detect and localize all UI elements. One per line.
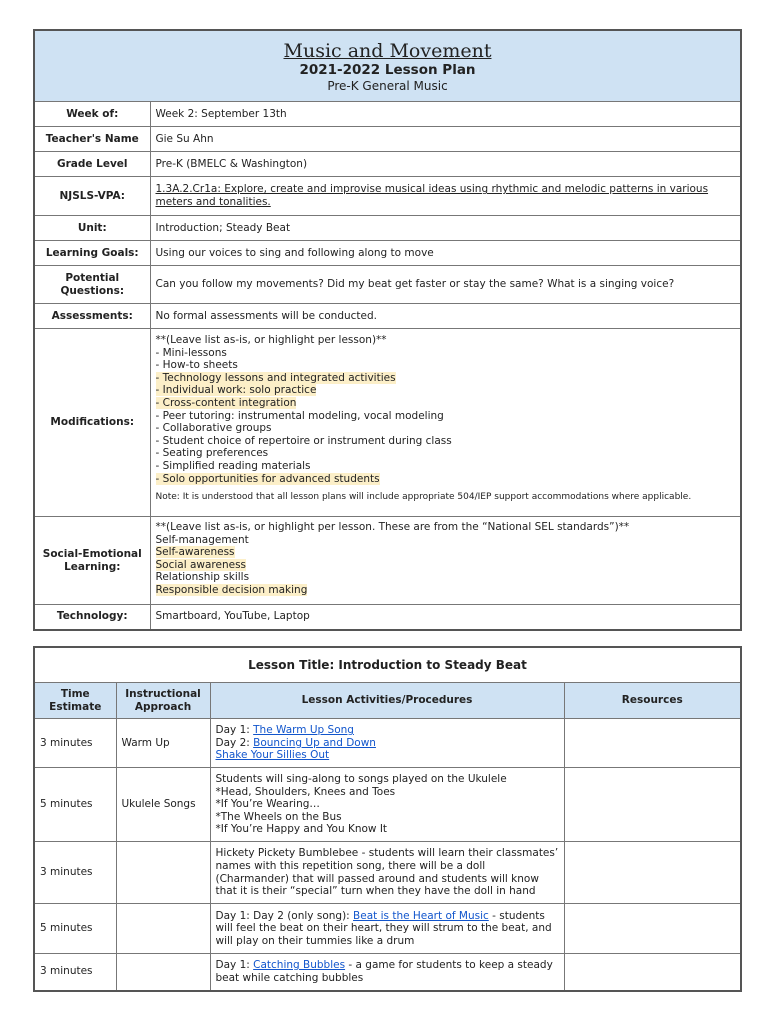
col-header-resources: Resources xyxy=(564,683,741,719)
activity-text: *The Wheels on the Bus xyxy=(215,810,342,823)
table-row xyxy=(34,768,741,842)
list-item: - Peer tutoring: instrumental modeling, vocal modeling xyxy=(155,409,444,422)
assessments-label: Assessments: xyxy=(34,304,150,329)
list-item-highlighted: - Technology lessons and integrated activities xyxy=(155,371,396,384)
header-block xyxy=(34,30,741,102)
unit-label: Unit: xyxy=(34,216,150,241)
technology-label: Technology: xyxy=(34,605,150,630)
warm-up-song-link[interactable]: The Warm Up Song xyxy=(253,724,354,737)
list-item: - Student choice of repertoire or instrument during class xyxy=(155,434,452,447)
njsls-label: NJSLS-VPA: xyxy=(34,177,150,216)
list-item: Relationship skills xyxy=(155,571,250,584)
resources-cell xyxy=(564,842,741,904)
page-subtitle: 2021-2022 Lesson Plan xyxy=(299,61,476,78)
week-value: Week 2: September 13th xyxy=(150,102,741,127)
week-label: Week of: xyxy=(34,102,150,127)
approach-cell xyxy=(116,842,210,904)
potential-questions-value: Can you follow my movements? Did my beat get faster or stay the same? What is a singing voice? xyxy=(150,266,741,304)
page-subtitle-2: Pre-K General Music xyxy=(327,78,448,93)
list-item-highlighted: - Solo opportunities for advanced students xyxy=(155,472,380,485)
modifications-label: Modifications: xyxy=(34,329,150,517)
lesson-plan-info-table xyxy=(33,29,742,631)
list-item: - Collaborative groups xyxy=(155,422,272,435)
lesson-activities-table xyxy=(33,646,742,992)
page-title: Music and Movement xyxy=(283,39,492,62)
approach-cell xyxy=(116,904,210,954)
activities-cell xyxy=(210,954,564,991)
resources-cell xyxy=(564,768,741,842)
resources-cell xyxy=(564,719,741,768)
list-item-highlighted: Social awareness xyxy=(155,558,247,571)
teacher-value: Gie Su Ahn xyxy=(150,127,741,152)
grade-value: Pre-K (BMELC & Washington) xyxy=(150,152,741,177)
table-row xyxy=(34,904,741,954)
unit-value: Introduction; Steady Beat xyxy=(150,216,741,241)
learning-goals-label: Learning Goals: xyxy=(34,241,150,266)
table-row xyxy=(34,842,741,904)
sel-label: Social-Emotional Learning: xyxy=(34,517,150,605)
catching-bubbles-link[interactable]: Catching Bubbles xyxy=(253,959,346,972)
activities-cell: Hickety Pickety Bumblebee - students will learn their classmates’ names with this repetition song, there will be a doll (Charmander) that will passed around and students will know that it is their “special” turn when they have the doll in hand xyxy=(210,842,564,904)
list-item-highlighted: - Cross-content integration xyxy=(155,396,297,409)
list-item-highlighted: - Individual work: solo practice xyxy=(155,384,317,397)
activities-cell xyxy=(210,719,564,768)
list-item-highlighted: Responsible decision making xyxy=(155,583,308,596)
modifications-note: Note: It is understood that all lesson plans will include appropriate 504/IEP support accommodations where applicable. xyxy=(155,492,692,503)
activity-text: Day 1: xyxy=(215,959,254,972)
list-item-highlighted: Self-awareness xyxy=(155,546,235,559)
activity-text: - students will feel the beat on their heart, they will strum to the beat, and will play on their tummies like a drum xyxy=(215,909,552,947)
list-item: **(Leave list as-is, or highlight per lesson. These are from the “National SEL standards”)** xyxy=(155,521,630,533)
time-cell: 5 minutes xyxy=(34,768,116,842)
grade-label: Grade Level xyxy=(34,152,150,177)
list-item: - Mini-lessons xyxy=(155,346,227,359)
time-cell: 3 minutes xyxy=(34,954,116,991)
learning-goals-value: Using our voices to sing and following along to move xyxy=(150,241,741,266)
assessments-value: No formal assessments will be conducted. xyxy=(150,304,741,329)
activity-text: Students will sing-along to songs played on the Ukulele xyxy=(215,773,507,786)
list-item: - How-to sheets xyxy=(155,359,238,372)
potential-questions-label: Potential Questions: xyxy=(34,266,150,304)
col-header-activities: Lesson Activities/Procedures xyxy=(210,683,564,719)
resources-cell xyxy=(564,904,741,954)
njsls-value: 1.3A.2.Cr1a: Explore, create and improvise musical ideas using rhythmic and melodic patterns in various meters and tonalities. xyxy=(150,177,741,216)
activities-cell xyxy=(210,904,564,954)
approach-cell: Ukulele Songs xyxy=(116,768,210,842)
list-item: - Seating preferences xyxy=(155,447,269,460)
col-header-approach: Instructional Approach xyxy=(116,683,210,719)
col-header-time: Time Estimate xyxy=(34,683,116,719)
list-item: - Simplified reading materials xyxy=(155,459,311,472)
sel-list xyxy=(150,517,741,605)
list-item: Self-management xyxy=(155,533,249,546)
time-cell: 5 minutes xyxy=(34,904,116,954)
table-row xyxy=(34,954,741,991)
table-row xyxy=(34,719,741,768)
modifications-list xyxy=(150,329,741,517)
time-cell: 3 minutes xyxy=(34,719,116,768)
activity-text: *If You’re Happy and You Know It xyxy=(215,823,388,836)
shake-sillies-out-link[interactable]: Shake Your Sillies Out xyxy=(215,749,330,762)
activity-text: Day 2: xyxy=(215,736,254,749)
activity-text: - a game for students to keep a steady beat while catching bubbles xyxy=(215,959,553,984)
teacher-label: Teacher's Name xyxy=(34,127,150,152)
list-item: **(Leave list as-is, or highlight per lesson)** xyxy=(155,334,387,346)
activity-text: *If You’re Wearing… xyxy=(215,798,320,811)
technology-value: Smartboard, YouTube, Laptop xyxy=(150,605,741,630)
beat-heart-of-music-link[interactable]: Beat is the Heart of Music xyxy=(353,909,489,922)
activity-text: *Head, Shoulders, Knees and Toes xyxy=(215,785,396,798)
activity-text: Day 1: Day 2 (only song): xyxy=(215,909,354,922)
activity-text: Day 1: xyxy=(215,724,254,737)
approach-cell: Warm Up xyxy=(116,719,210,768)
lesson-title: Lesson Title: Introduction to Steady Beat xyxy=(34,647,741,683)
time-cell: 3 minutes xyxy=(34,842,116,904)
bouncing-up-down-link[interactable]: Bouncing Up and Down xyxy=(253,736,376,749)
resources-cell xyxy=(564,954,741,991)
activities-cell xyxy=(210,768,564,842)
approach-cell xyxy=(116,954,210,991)
